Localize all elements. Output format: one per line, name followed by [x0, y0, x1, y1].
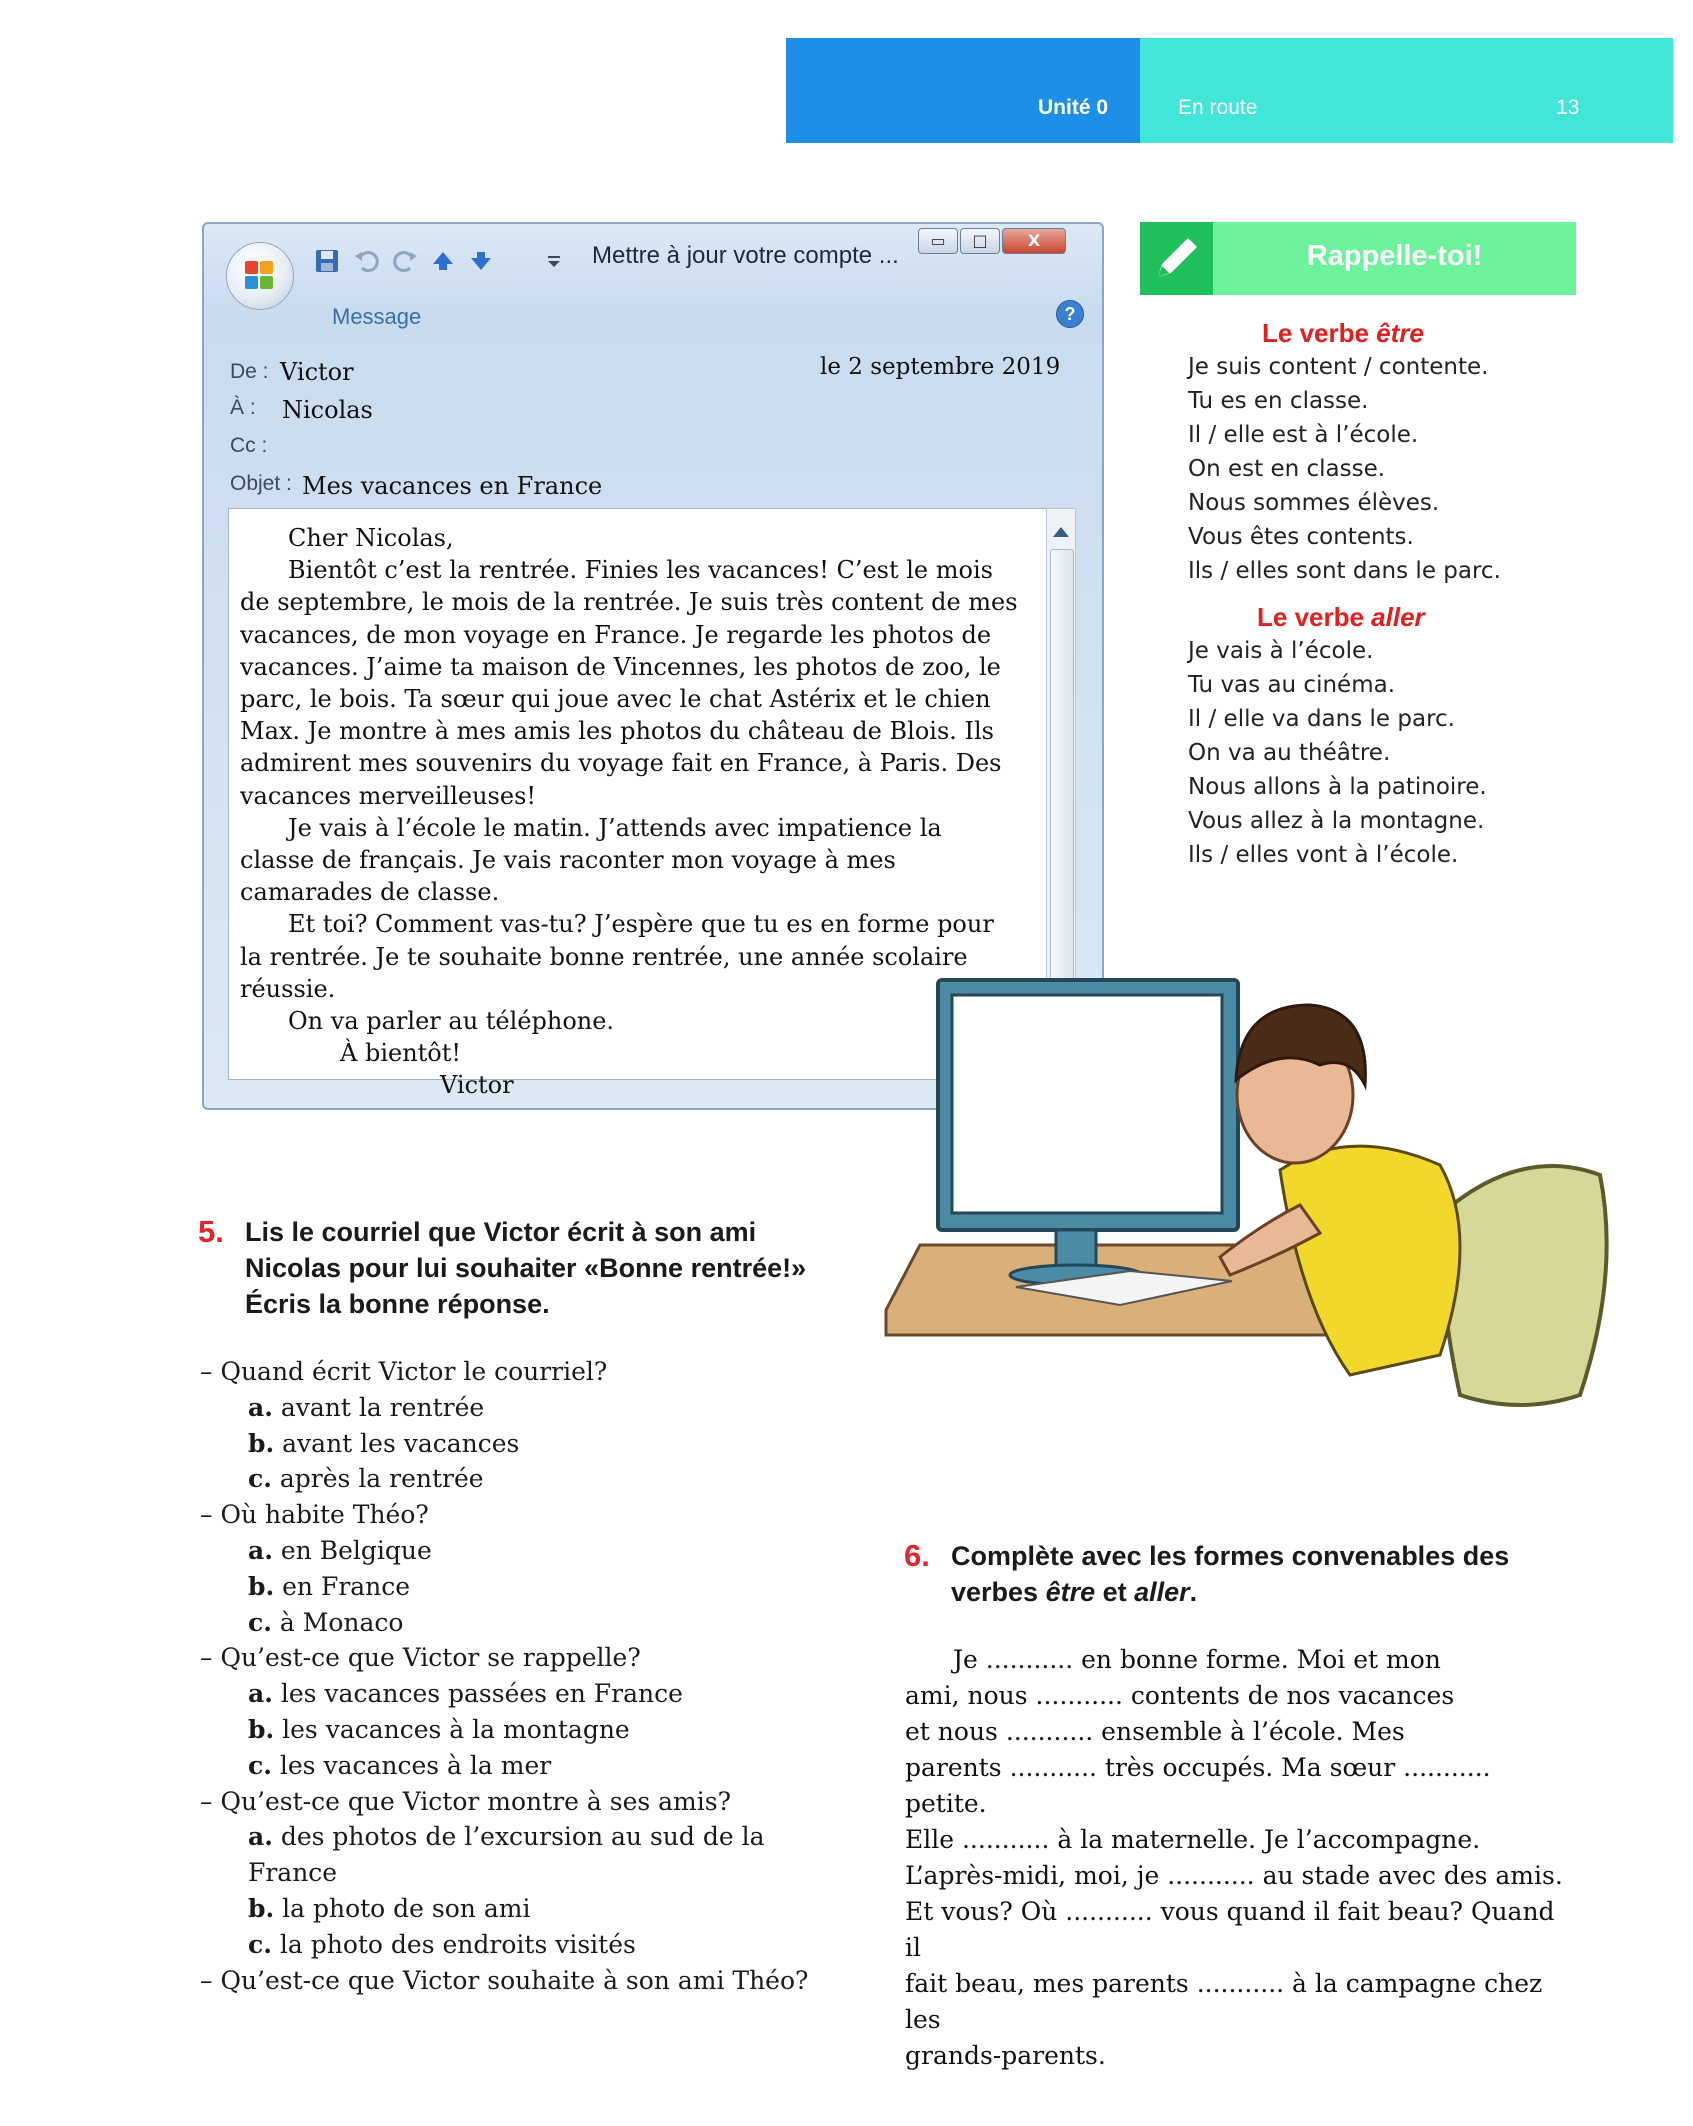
conjugation-line: Tu es en classe. — [1188, 388, 1369, 414]
office-logo-icon — [241, 257, 277, 293]
fill-in-line: ami, nous ........... contents de nos vacances — [905, 1681, 1455, 1710]
answer-option[interactable]: c. après la rentrée — [248, 1464, 484, 1494]
page-number: 13 — [1556, 96, 1580, 119]
answer-option[interactable]: b. avant les vacances — [248, 1428, 520, 1458]
question: – Qu’est-ce que Victor se rappelle? — [200, 1643, 641, 1673]
exercise-5-questions — [200, 1354, 860, 1998]
conjugation-line: On va au théâtre. — [1188, 740, 1391, 766]
heading-line: Nicolas pour lui souhaiter «Bonne rentrée!» — [245, 1253, 807, 1283]
email-paragraph: On va parler au téléphone. — [288, 1007, 615, 1036]
rappelle-toi-title: Rappelle-toi! — [1306, 240, 1483, 272]
rappelle-toi-icon-box — [1140, 222, 1213, 295]
from-value: Victor — [280, 358, 354, 386]
verb-etre-heading: Le verbe être — [1262, 318, 1424, 348]
fill-in-line: Et vous? Où ........... vous quand il fait beau? Quand il — [905, 1897, 1555, 1962]
conjugation-line: Je vais à l’école. — [1188, 638, 1374, 664]
answer-option[interactable]: b. la photo de son ami — [248, 1893, 531, 1923]
answer-option[interactable]: c. les vacances à la mer — [248, 1750, 552, 1780]
verb-aller-conjugation — [1188, 634, 1487, 872]
to-value: Nicolas — [282, 396, 373, 424]
email-closing: À bientôt! — [340, 1039, 462, 1068]
exercise-6-heading — [951, 1538, 1509, 1610]
scroll-up-icon[interactable] — [1053, 527, 1069, 537]
fill-in-line: L’après-midi, moi, je ........... au stade avec des amis. — [905, 1861, 1563, 1890]
answer-option[interactable]: c. à Monaco — [248, 1607, 404, 1637]
redo-icon[interactable] — [390, 246, 420, 276]
verb-aller-heading: Le verbe aller — [1257, 602, 1425, 632]
exercise-5-heading — [245, 1214, 806, 1322]
fill-in-line: grands-parents. — [905, 2041, 1106, 2070]
fill-in-line: fait beau, mes parents ........... à la campagne chez les — [905, 1969, 1543, 2034]
conjugation-line: Ils / elles vont à l’école. — [1188, 842, 1459, 868]
boy-at-computer-illustration — [880, 975, 1620, 1455]
conjugation-line: Nous allons à la patinoire. — [1188, 774, 1487, 800]
conjugation-line: On est en classe. — [1188, 456, 1386, 482]
fill-in-line: parents ........... très occupés. Ma sœur ........... petite. — [905, 1753, 1491, 1818]
conjugation-line: Vous allez à la montagne. — [1188, 808, 1485, 834]
conjugation-line: Je suis content / contente. — [1188, 354, 1489, 380]
undo-icon[interactable] — [352, 246, 382, 276]
minimize-button[interactable]: ▭ — [918, 228, 958, 254]
office-button[interactable] — [226, 242, 294, 310]
pencil-icon — [1140, 222, 1213, 295]
fill-in-line: Elle ........... à la maternelle. Je l’accompagne. — [905, 1825, 1481, 1854]
conjugation-line: Ils / elles sont dans le parc. — [1188, 558, 1501, 584]
customize-toolbar-icon[interactable] — [544, 246, 564, 276]
fill-in-line: et nous ........... ensemble à l’école. Mes — [905, 1717, 1405, 1746]
header-title-band — [1140, 38, 1673, 143]
exercise-6-text — [905, 1642, 1565, 2074]
save-icon[interactable] — [312, 246, 342, 276]
question: – Où habite Théo? — [200, 1500, 429, 1530]
close-button[interactable]: X — [1002, 228, 1066, 254]
email-signature: Victor — [440, 1071, 514, 1100]
email-paragraph: Et toi? Comment vas-tu? J’espère que tu es en forme pour la rentrée. Je te souhaite bonne rentrée, une année scolaire réussie. — [240, 910, 994, 1003]
unit-label: Unité 0 — [1038, 96, 1109, 119]
cc-label: Cc : — [230, 434, 268, 457]
exercise-5-number: 5. — [198, 1214, 224, 1249]
conjugation-line: Vous êtes contents. — [1188, 524, 1414, 550]
answer-option[interactable]: a. avant la rentrée — [248, 1392, 485, 1422]
tab-message[interactable]: Message — [332, 304, 422, 329]
from-label: De : — [230, 360, 269, 383]
conjugation-line: Il / elle est à l’école. — [1188, 422, 1419, 448]
exercise-6-number: 6. — [904, 1538, 930, 1573]
maximize-button[interactable]: □ — [960, 228, 1000, 254]
subject-value: Mes vacances en France — [302, 472, 603, 500]
conjugation-line: Il / elle va dans le parc. — [1188, 706, 1455, 732]
fill-in-line: Je ........... en bonne forme. Moi et mon — [953, 1645, 1441, 1674]
conjugation-line: Nous sommes élèves. — [1188, 490, 1440, 516]
email-date: le 2 septembre 2019 — [820, 354, 1061, 380]
question: – Qu’est-ce que Victor montre à ses amis? — [200, 1786, 731, 1816]
help-icon[interactable]: ? — [1056, 300, 1084, 328]
email-greeting: Cher Nicolas, — [288, 524, 454, 552]
answer-option[interactable]: a. des photos de l’excursion au sud de la France — [248, 1822, 765, 1888]
conjugation-line: Tu vas au cinéma. — [1188, 672, 1395, 698]
arrow-down-icon[interactable] — [466, 246, 496, 276]
question: – Quand écrit Victor le courriel? — [200, 1357, 608, 1386]
verb-etre-conjugation — [1188, 350, 1501, 588]
heading-line: Lis le courriel que Victor écrit à son ami — [245, 1217, 757, 1247]
email-paragraph: Je vais à l’école le matin. J’attends avec impatience la classe de français. Je vais raconter mon voyage à mes camarades de classe. — [240, 813, 942, 907]
question: – Qu’est-ce que Victor souhaite à son ami Théo? — [200, 1965, 809, 1995]
to-label: À : — [230, 396, 256, 419]
answer-option[interactable]: a. les vacances passées en France — [248, 1679, 683, 1709]
arrow-up-icon[interactable] — [428, 246, 458, 276]
heading-line: Complète avec les formes convenables des — [951, 1541, 1510, 1571]
section-title: En route — [1178, 96, 1258, 119]
subject-label: Objet : — [230, 472, 292, 495]
window-title: Mettre à jour votre compte ... — [592, 242, 899, 269]
heading-line: verbes être et aller. — [951, 1577, 1198, 1607]
header-unit-band — [786, 38, 1140, 143]
answer-option[interactable]: c. la photo des endroits visités — [248, 1929, 636, 1959]
email-paragraph: Bientôt c’est la rentrée. Finies les vacances! C’est le mois de septembre, le mois de la rentrée. Je suis très content de mes vacances, de mon voyage en France. Je regarde les photos de vacances. J’aime ta maison de Vincennes, les photos de zoo, le parc, le bois. Ta sœur qui joue avec le chat Astérix et le chien Max. Je montre à mes amis les photos du château de Blois. Ils admirent mes souvenirs du voyage fait en France, à Paris. Des vacances merveilleuses! — [240, 556, 1018, 810]
answer-option[interactable]: b. les vacances à la montagne — [248, 1714, 630, 1744]
heading-line: Écris la bonne réponse. — [245, 1289, 550, 1319]
answer-option[interactable]: a. en Belgique — [248, 1535, 432, 1565]
answer-option[interactable]: b. en France — [248, 1571, 411, 1601]
